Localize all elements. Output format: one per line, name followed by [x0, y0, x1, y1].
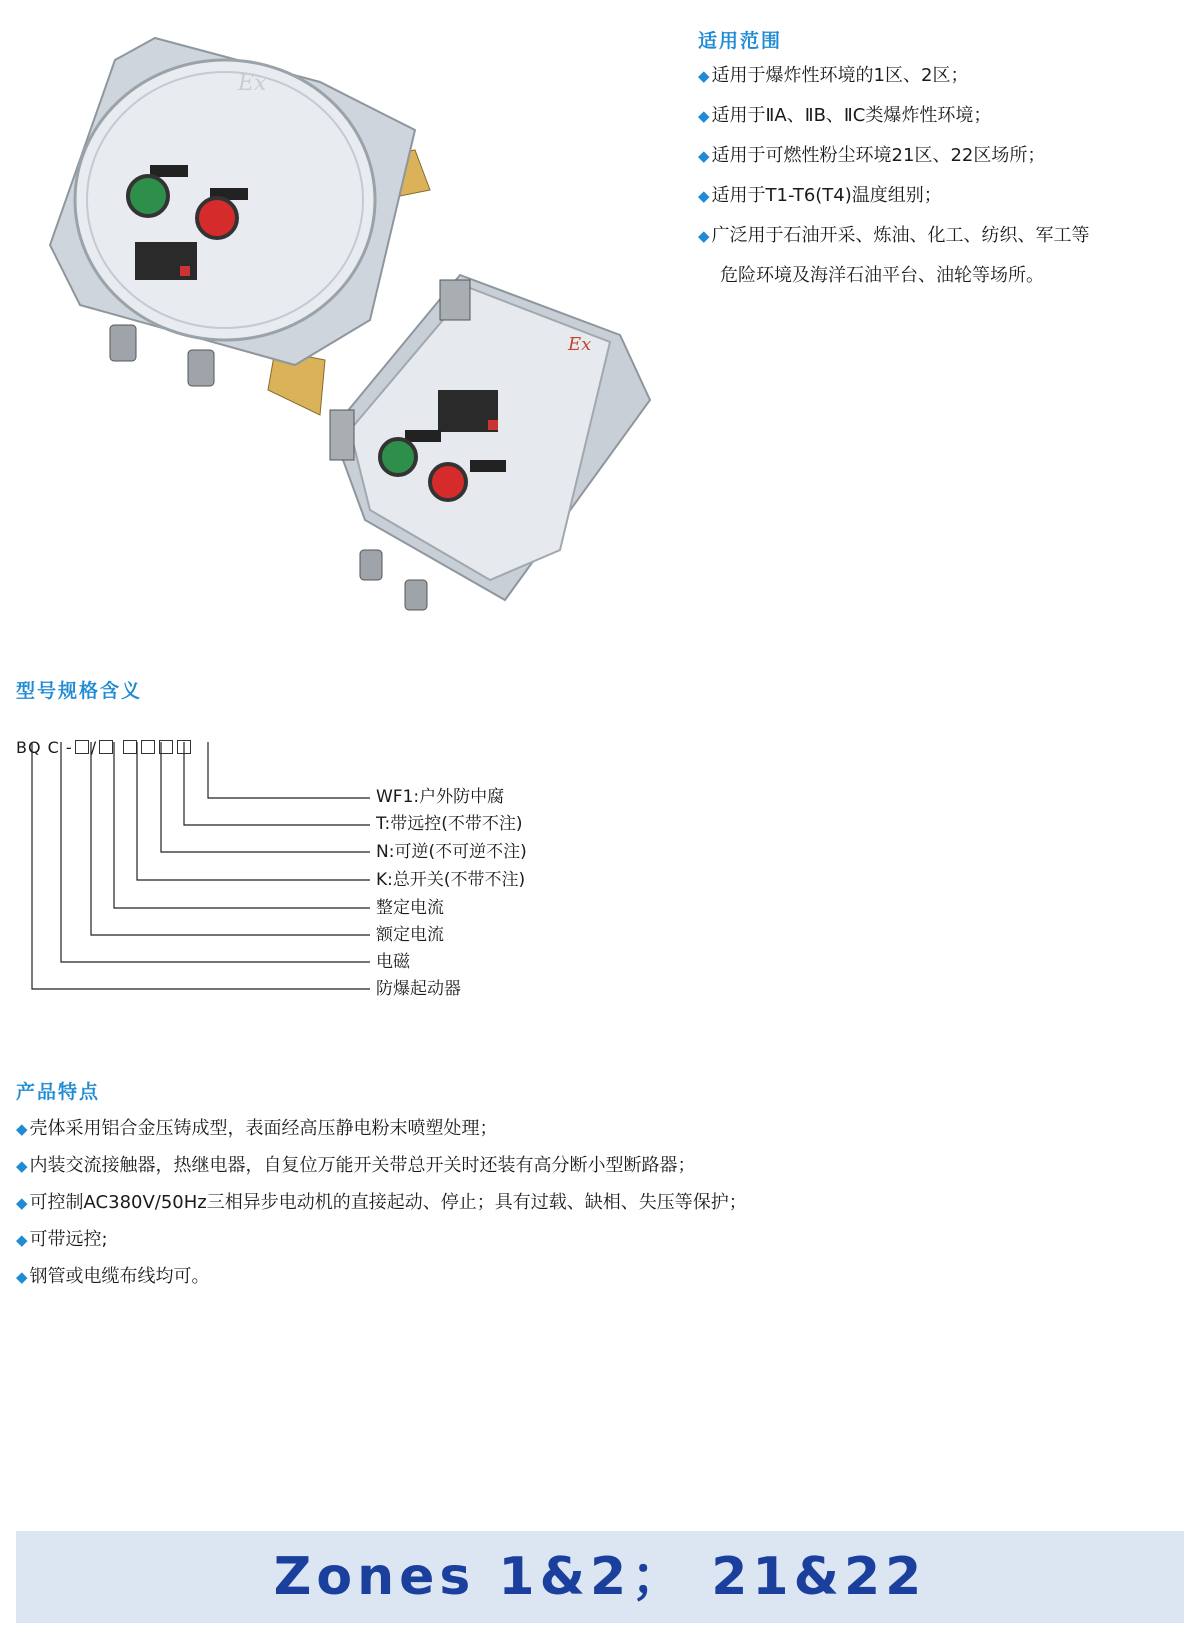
model-label: 电磁: [376, 952, 410, 972]
scope-title: 适用范围: [698, 30, 783, 52]
footer-band: [16, 1531, 1184, 1623]
diamond-bullet-icon: ◆: [16, 1194, 28, 1212]
diamond-bullet-icon: ◆: [16, 1231, 28, 1249]
diamond-bullet-icon: ◆: [698, 227, 710, 245]
features-list: [16, 1119, 747, 1304]
diamond-bullet-icon: ◆: [16, 1120, 28, 1138]
model-label: N:可逆(不可逆不注): [376, 842, 527, 862]
model-label: T:带远控(不带不注): [376, 814, 523, 834]
model-label: 额定电流: [376, 925, 444, 945]
diamond-bullet-icon: ◆: [16, 1268, 28, 1286]
ex-mark: Ex: [568, 334, 592, 355]
model-label: 整定电流: [376, 898, 444, 918]
diamond-bullet-icon: ◆: [698, 187, 710, 205]
list-item: ◆ 广泛用于石油开采、炼油、化工、纺织、军工等 危险环境及海洋石油平台、油轮等场所。: [698, 225, 1090, 286]
list-item: ◆ 可带远控;: [16, 1229, 108, 1250]
diamond-bullet-icon: ◆: [698, 107, 710, 125]
ex-mark: Ex: [238, 71, 267, 96]
list-item: ◆ 适用于T1-T6(T4)温度组别；: [698, 185, 942, 206]
diamond-bullet-icon: ◆: [16, 1157, 28, 1175]
model-code: BQ C - /: [16, 738, 193, 757]
list-item: ◆ 可控制AC380V/50Hz三相异步电动机的直接起动、停止；具有过载、缺相、失压等保护；: [16, 1192, 747, 1213]
list-item: ◆ 适用于可燃性粉尘环境21区、22区场所；: [698, 145, 1046, 166]
diamond-bullet-icon: ◆: [698, 67, 710, 85]
diamond-bullet-icon: ◆: [698, 147, 710, 165]
model-diagram-lines: [0, 0, 400, 1010]
list-item: ◆ 内装交流接触器，热继电器，自复位万能开关带总开关时还装有高分断小型断路器；: [16, 1155, 696, 1176]
list-item: ◆ 钢管或电缆布线均可。: [16, 1266, 210, 1287]
list-item: ◆ 适用于爆炸性环境的1区、2区；: [698, 65, 969, 86]
list-item: ◆ 适用于ⅡA、ⅡB、ⅡC类爆炸性环境；: [698, 105, 992, 126]
model-label: K:总开关(不带不注): [376, 870, 526, 890]
model-title: 型号规格含义: [16, 680, 143, 702]
list-item: ◆ 壳体采用铝合金压铸成型，表面经高压静电粉末喷塑处理；: [16, 1118, 498, 1139]
model-label: WF1:户外防中腐: [376, 787, 505, 807]
model-label: 防爆起动器: [376, 979, 461, 999]
zones-footer-text: Zones 1&2； 21&22: [273, 1547, 927, 1607]
scope-list: [698, 66, 1090, 306]
features-title: 产品特点: [16, 1081, 101, 1103]
